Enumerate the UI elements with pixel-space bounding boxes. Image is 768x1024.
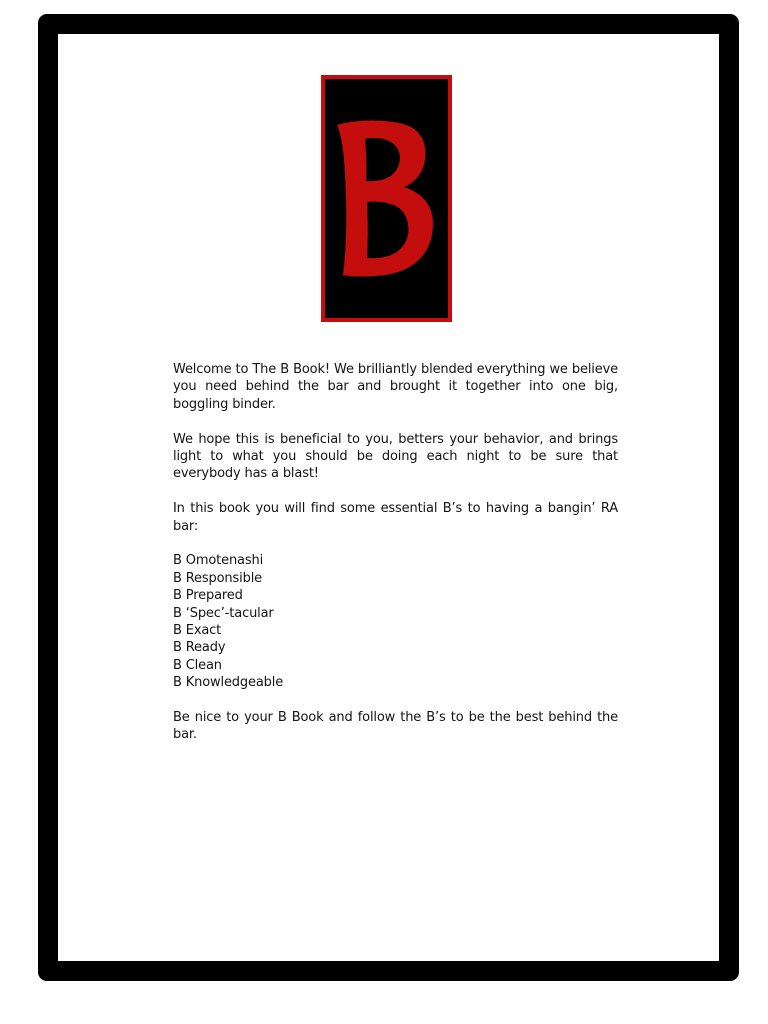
b-letter-graphic (325, 79, 448, 318)
list-item: B Omotenashi (173, 553, 264, 569)
welcome-paragraph: Welcome to The B Book! We brilliantly blended everything we believe you need behind the bar and brought it together into one big, boggling binder. (173, 362, 618, 412)
list-item: B ‘Spec’-tacular (173, 605, 274, 621)
hope-paragraph: We hope this is beneficial to you, betters your behavior, and brings light to what you should be doing each night to be sure that everybody has a blast! (173, 431, 618, 482)
list-item: B Exact (173, 623, 222, 639)
closing-paragraph: Be nice to your B Book and follow the B’s to be the best behind the bar. (173, 710, 618, 743)
document-body (173, 361, 618, 761)
b-book-logo (321, 75, 452, 322)
intro-paragraph: In this book you will find some essential B’s to having a bangin’ RA bar: (173, 501, 618, 534)
essentials-list (173, 552, 618, 691)
list-item: B Knowledgeable (173, 675, 284, 691)
list-item: B Prepared (173, 588, 243, 604)
list-item: B Responsible (173, 570, 263, 586)
list-item: B Ready (173, 640, 226, 656)
list-item: B Clean (173, 657, 222, 673)
